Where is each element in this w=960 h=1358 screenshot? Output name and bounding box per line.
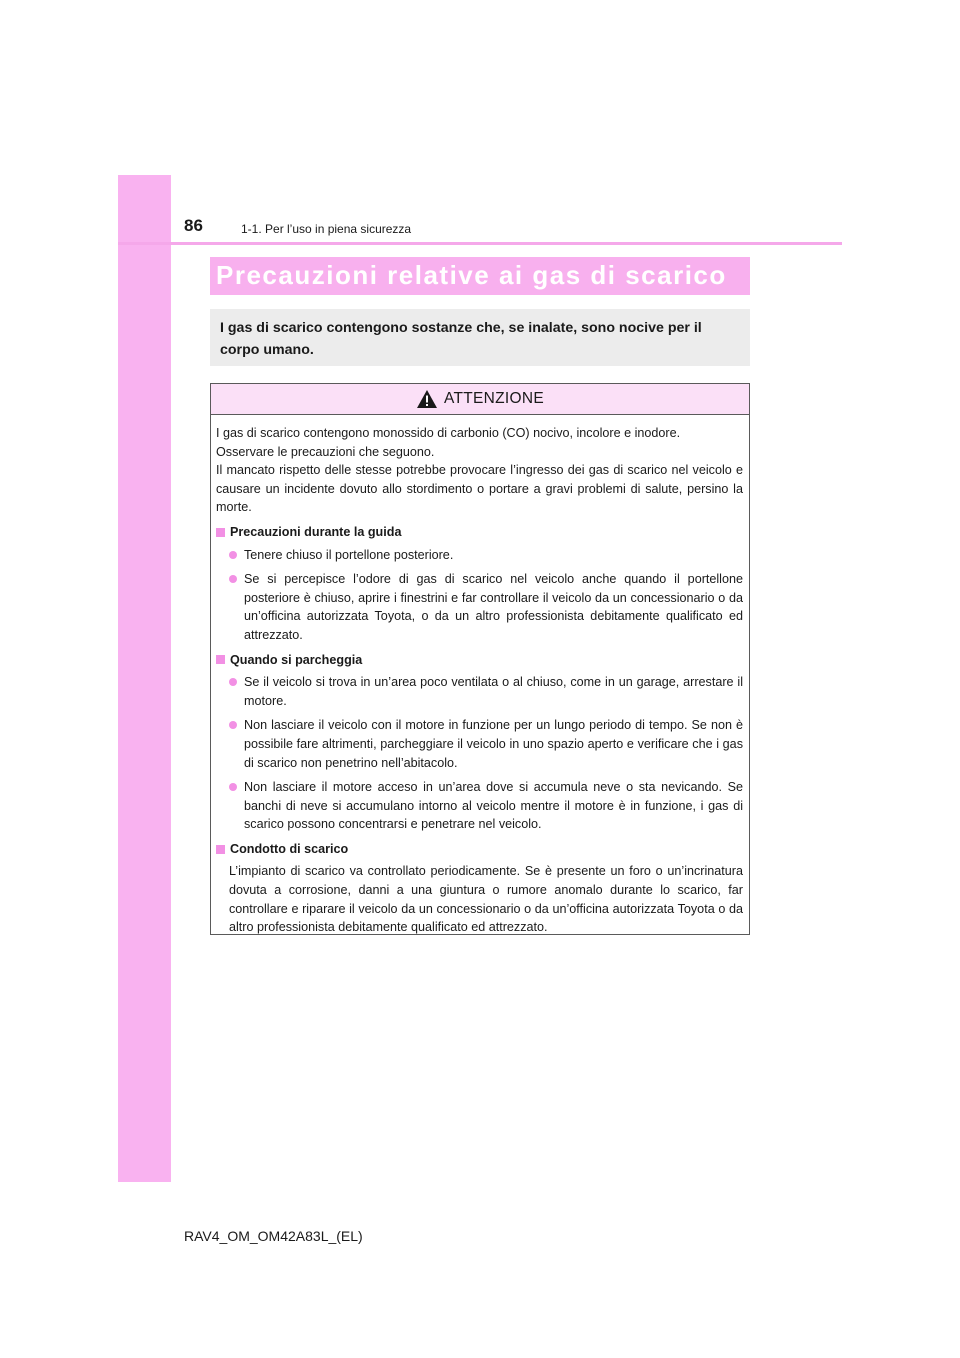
section-heading-text: Precauzioni durante la guida — [230, 524, 402, 539]
list-item — [229, 570, 743, 644]
list-item-text: Se si percepisce l’odore di gas di scarico nel veicolo anche quando il portellone posteriore è chiuso, aprire i finestrini e far controllare il veicolo da un concessionario o da un’officina autorizzata Toyota, o da un altro professionista debitamente qualificato ed attrezzato. — [244, 572, 743, 642]
list-item — [229, 673, 743, 710]
page-number: 86 — [184, 216, 203, 235]
list-item-text: Se il veicolo si trova in un’area poco ventilata o al chiuso, come in un garage, arrestare il motore. — [244, 675, 743, 708]
bullet-dot-icon — [229, 678, 237, 686]
warning-intro-line: Il mancato rispetto delle stesse potrebbe provocare l’ingresso dei gas di scarico nel veicolo e causare un incidente dovuto allo stordimento o portare a gravi problemi di salute, persino la morte. — [216, 463, 743, 515]
section-heading-text: Quando si parcheggia — [230, 652, 363, 667]
bullet-dot-icon — [229, 551, 237, 559]
warning-box — [210, 383, 750, 935]
list-item-text: Tenere chiuso il portellone posteriore. — [244, 547, 454, 562]
list-item — [229, 716, 743, 772]
warning-heading: ATTENZIONE — [443, 390, 545, 407]
section-heading-driving — [216, 523, 743, 542]
section-heading-exhaust — [216, 840, 743, 859]
square-bullet-icon — [216, 845, 225, 854]
section-heading-parking — [216, 651, 743, 670]
bullet-dot-icon — [229, 575, 237, 583]
list-item — [229, 778, 743, 834]
bullet-dot-icon — [229, 783, 237, 791]
warning-intro — [216, 424, 743, 517]
page-title: Precauzioni relative ai gas di scarico — [216, 260, 727, 290]
square-bullet-icon — [216, 655, 225, 664]
side-tab-band — [118, 175, 171, 1182]
section-heading-text: Condotto di scarico — [230, 841, 349, 856]
intro-text: I gas di scarico contengono sostanze che, se inalate, sono nocive per il corpo umano. — [220, 320, 702, 358]
warning-triangle-icon — [416, 389, 438, 409]
header-divider — [118, 242, 842, 245]
bullet-dot-icon — [229, 721, 237, 729]
exhaust-text: L’impianto di scarico va controllato periodicamente. Se è presente un foro o un’incrinatura dovuta a corrosione, danni a una giuntura o rumore anomalo durante lo scarico, far controllare e riparare il veicolo da un concessionario o da un’officina autorizzata Toyota o da altro professionista debitamente qualificato ed attrezzato. — [229, 864, 743, 935]
warning-intro-line: Osservare le precauzioni che seguono. — [216, 444, 435, 459]
section-label: 1-1. Per l’uso in piena sicurezza — [241, 222, 412, 236]
warning-intro-line: I gas di scarico contengono monossido di carbonio (CO) nocivo, incolore e inodore. — [216, 426, 681, 440]
list-item-text: Non lasciare il motore acceso in un’area dove si accumula neve o sta nevicando. Se banchi di neve si accumulano intorno al veicolo mentre il motore è in funzione, i gas di scarico possono concentrarsi e penetrare nel veicolo. — [244, 780, 743, 832]
warning-body — [211, 415, 749, 937]
warning-header — [211, 384, 749, 415]
square-bullet-icon — [216, 528, 225, 537]
list-item-text: Non lasciare il veicolo con il motore in funzione per un lungo periodo di tempo. Se non è possibile fare altrimenti, parcheggiare il veicolo in uno spazio aperto e verificare che i gas di scarico non penetrino nell’abitacolo. — [244, 718, 743, 770]
footer-document-code: RAV4_OM_OM42A83L_(EL) — [184, 1228, 363, 1244]
list-item — [229, 546, 743, 565]
